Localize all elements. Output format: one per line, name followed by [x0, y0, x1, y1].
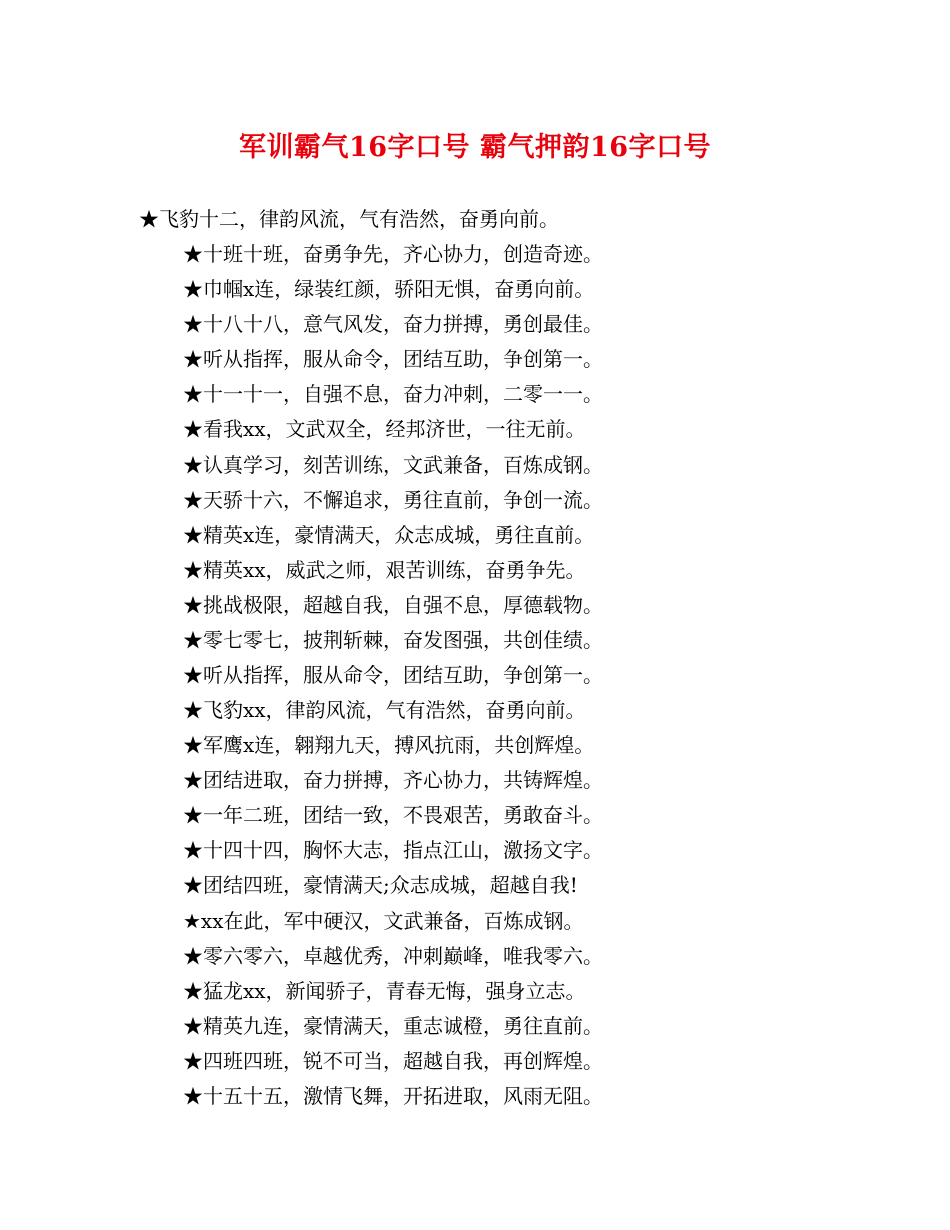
slogan-text: ★十五十五，激情飞舞，开拓进取，风雨无阻。 — [183, 1083, 603, 1108]
slogan-item — [0, 448, 950, 483]
slogan-item — [0, 763, 950, 798]
slogan-text: ★飞豹xx，律韵风流，气有浩然，奋勇向前。 — [183, 698, 586, 723]
slogan-text: ★认真学习，刻苦训练，文武兼备，百炼成钢。 — [183, 452, 603, 477]
slogan-item — [0, 1079, 950, 1114]
slogan-text: ★精英九连，豪情满天，重志诚橙，勇往直前。 — [183, 1013, 603, 1038]
slogan-text: ★精英x连，豪情满天，众志成城，勇往直前。 — [183, 522, 595, 547]
slogan-item — [0, 342, 950, 377]
slogan-text: ★天骄十六，不懈追求，勇往直前，争创一流。 — [183, 487, 603, 512]
slogan-item — [0, 728, 950, 763]
slogan-item — [0, 553, 950, 588]
slogan-item — [0, 658, 950, 693]
slogan-item — [0, 412, 950, 447]
slogan-item — [0, 1044, 950, 1079]
slogan-text: ★十班十班，奋勇争先，齐心协力，创造奇迹。 — [183, 242, 603, 267]
slogan-item — [0, 798, 950, 833]
slogan-text: ★精英xx，威武之师，艰苦训练，奋勇争先。 — [183, 557, 586, 582]
slogan-text: ★零六零六，卓越优秀，冲刺巅峰，唯我零六。 — [183, 943, 603, 968]
slogan-text: ★一年二班，团结一致，不畏艰苦，勇敢奋斗。 — [183, 803, 603, 828]
slogan-text: ★团结进取，奋力拼搏，齐心协力，共铸辉煌。 — [183, 768, 603, 793]
slogan-text: ★巾帼x连，绿装红颜，骄阳无惧，奋勇向前。 — [183, 277, 595, 302]
slogan-text: ★十八十八，意气风发，奋力拼搏，勇创最佳。 — [183, 312, 603, 337]
slogan-text: ★猛龙xx，新闻骄子，青春无悔，强身立志。 — [183, 978, 586, 1003]
slogan-text: ★团结四班，豪情满天;众志成城，超越自我! — [183, 873, 578, 898]
slogan-text: ★看我xx，文武双全，经邦济世，一往无前。 — [183, 417, 586, 442]
slogan-text: ★飞豹十二，律韵风流，气有浩然，奋勇向前。 — [139, 207, 559, 231]
slogan-text: ★零七零七，披荆斩棘，奋发图强，共创佳绩。 — [183, 627, 603, 652]
slogan-text: ★听从指挥，服从命令，团结互助，争创第一。 — [183, 347, 603, 372]
slogan-text: ★十一十一，自强不息，奋力冲刺，二零一一。 — [183, 382, 603, 407]
slogan-item — [0, 588, 950, 623]
slogan-item — [0, 693, 950, 728]
slogan-item — [0, 974, 950, 1009]
slogan-text: ★xx在此，军中硬汉，文武兼备，百炼成钢。 — [183, 908, 584, 933]
slogan-text: ★四班四班，锐不可当，超越自我，再创辉煌。 — [183, 1048, 603, 1073]
slogan-item — [0, 939, 950, 974]
slogan-text: ★十四十四，胸怀大志，指点江山，激扬文字。 — [183, 838, 603, 863]
slogan-item — [0, 1009, 950, 1044]
slogan-text: ★挑战极限，超越自我，自强不息，厚德载物。 — [183, 592, 603, 617]
slogan-item — [0, 307, 950, 342]
slogan-text: ★听从指挥，服从命令，团结互助，争创第一。 — [183, 663, 603, 688]
slogan-item — [0, 377, 950, 412]
slogan-text: ★军鹰x连，翱翔九天，搏风抗雨，共创辉煌。 — [183, 733, 595, 758]
document-title: 军训霸气16字口号 霸气押韵16字口号 — [238, 132, 712, 163]
slogan-item — [0, 272, 950, 307]
slogan-item — [0, 237, 950, 272]
slogan-item — [0, 518, 950, 553]
slogan-item — [0, 868, 950, 903]
slogan-item — [0, 202, 950, 237]
slogan-item — [0, 833, 950, 868]
slogan-item — [0, 623, 950, 658]
slogan-list — [0, 202, 950, 1114]
slogan-item — [0, 904, 950, 939]
slogan-item — [0, 483, 950, 518]
